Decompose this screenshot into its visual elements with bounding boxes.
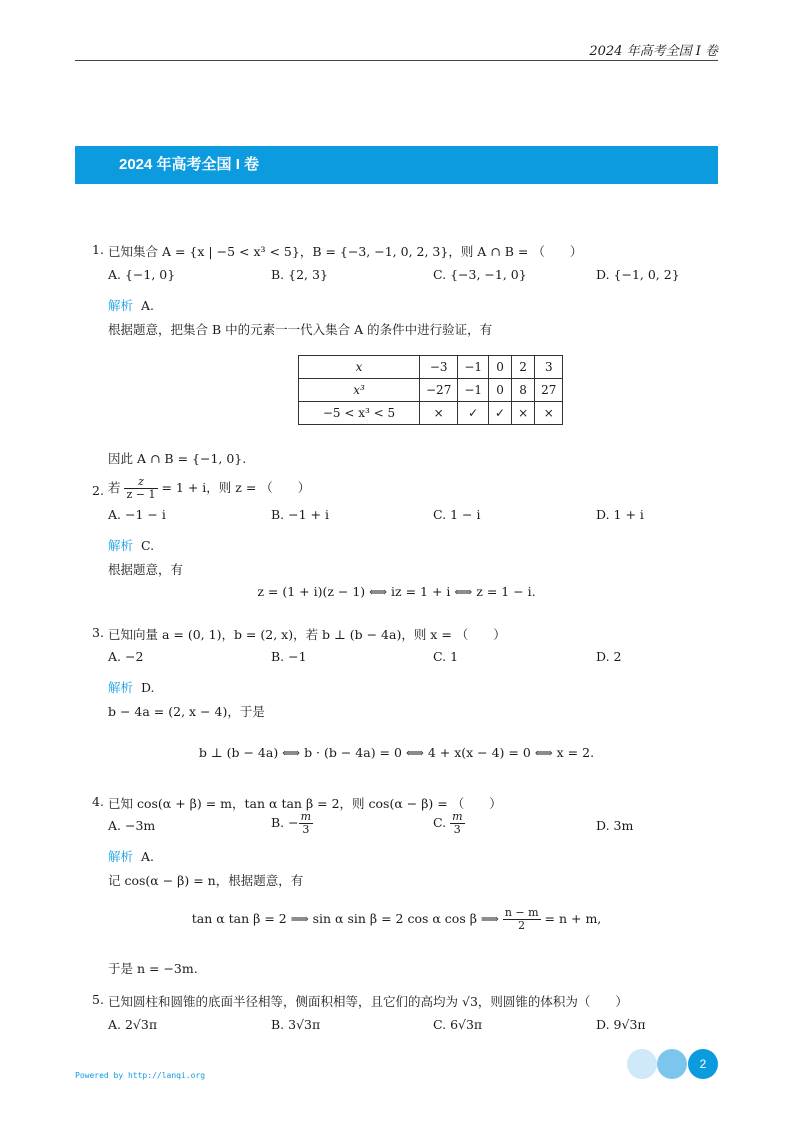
q3-answer: 解析 D.: [108, 680, 155, 695]
q1-option-a: A. {−1, 0}: [108, 267, 176, 282]
table-cell: ×: [512, 402, 535, 425]
q4-answer: 解析 A.: [108, 849, 154, 864]
q4-conclusion: 于是 n = −3m.: [108, 961, 198, 976]
q4-option-d: D. 3m: [596, 818, 634, 833]
q4-formula-fraction: $\frac{n - m}{2}$: [504, 906, 539, 932]
q3-option-b: B. −1: [271, 649, 307, 664]
table-row: [299, 379, 563, 402]
jiexi-label: 解析: [108, 680, 134, 695]
q1-stem: 已知集合 A = {x | −5 < x³ < 5}，B = {−3, −1, 0, 2, 3}，则 A ∩ B = （ ）: [108, 244, 583, 259]
q1-option-d: D. {−1, 0, 2}: [596, 267, 680, 282]
q2-fraction: $\frac{z}{z - 1}$: [126, 475, 156, 501]
q2-option-b: B. −1 + i: [271, 507, 329, 522]
table-cell: −3: [420, 356, 458, 379]
q4-b-fraction: $\frac{m}{3}$: [300, 810, 312, 836]
page-dot-mid: [657, 1049, 687, 1079]
q1-explain: 根据题意，把集合 B 中的元素一一代入集合 A 的条件中进行验证，有: [108, 322, 493, 337]
q5-stem: 已知圆柱和圆锥的底面半径相等，侧面积相等，且它们的高均为 √3，则圆锥的体积为（ ）: [108, 994, 628, 1009]
table-cell: 3: [535, 356, 563, 379]
table-cell: ×: [420, 402, 458, 425]
jiexi-label: 解析: [108, 849, 134, 864]
page-dot-light: [627, 1049, 657, 1079]
table-cell: −5 < x³ < 5: [299, 402, 420, 425]
q4-option-a: A. −3m: [108, 818, 156, 833]
q1-option-c: C. {−3, −1, 0}: [433, 267, 527, 282]
q5-option-d: D. 9√3π: [596, 1017, 646, 1032]
q5-number: 5.: [92, 992, 104, 1007]
q2-answer: 解析 C.: [108, 538, 155, 553]
q4-explain: 记 cos(α − β) = n，根据题意，有: [108, 873, 304, 888]
table-cell: 8: [512, 379, 535, 402]
q3-stem: 已知向量 a = (0, 1)，b = (2, x)，若 b ⊥ (b − 4a)，则 x = （ ）: [108, 627, 506, 642]
q1-table: [298, 355, 563, 425]
table-cell: −27: [420, 379, 458, 402]
q2-explain: 根据题意，有: [108, 562, 184, 577]
table-row: [299, 356, 563, 379]
q2-stem: 若 $\frac{z}{z - 1}$ = 1 + i，则 z = （ ）: [108, 475, 311, 501]
section-banner: 2024 年高考全国 I 卷: [75, 146, 718, 184]
q2-number: 2.: [92, 483, 104, 498]
q4-c-fraction: $\frac{m}{3}$: [452, 810, 463, 836]
q5-option-a: A. 2√3π: [108, 1017, 158, 1032]
q3-explain: b − 4a = (2, x − 4)，于是: [108, 704, 265, 719]
q2-option-a: A. −1 − i: [108, 507, 166, 522]
table-cell: x: [299, 356, 420, 379]
q2-formula: z = (1 + i)(z − 1) ⟺ iz = 1 + i ⟺ z = 1 − i.: [257, 584, 536, 599]
table-cell: −1: [458, 379, 489, 402]
table-cell: 27: [535, 379, 563, 402]
q1-number: 1.: [92, 242, 104, 257]
table-cell: ✓: [458, 402, 489, 425]
page-number: 2: [688, 1049, 718, 1079]
q3-number: 3.: [92, 625, 104, 640]
table-cell: x³: [299, 379, 420, 402]
table-row: [299, 402, 563, 425]
q2-option-d: D. 1 + i: [596, 507, 644, 522]
q4-option-c: C. $\frac{m}{3}$: [433, 810, 463, 836]
q1-answer: 解析 A.: [108, 298, 154, 313]
table-cell: ✓: [489, 402, 512, 425]
jiexi-label: 解析: [108, 298, 134, 313]
table-cell: ×: [535, 402, 563, 425]
q3-option-d: D. 2: [596, 649, 622, 664]
q3-formula: b ⊥ (b − 4a) ⟺ b · (b − 4a) = 0 ⟺ 4 + x(x − 4) = 0 ⟺ x = 2.: [198, 745, 595, 760]
q4-number: 4.: [92, 794, 104, 809]
table-cell: 0: [489, 356, 512, 379]
powered-by-link[interactable]: Powered by http://lanqi.org: [75, 1071, 206, 1080]
q4-stem: 已知 cos(α + β) = m，tan α tan β = 2，则 cos(α − β) = （ ）: [108, 796, 502, 811]
q1-conclusion: 因此 A ∩ B = {−1, 0}.: [108, 451, 247, 466]
q5-option-c: C. 6√3π: [433, 1017, 483, 1032]
jiexi-label: 解析: [108, 538, 134, 553]
q1-option-b: B. {2, 3}: [271, 267, 328, 282]
q3-option-c: C. 1: [433, 649, 459, 664]
q4-option-b: B. − $\frac{m}{3}$: [271, 810, 312, 836]
q3-option-a: A. −2: [108, 649, 144, 664]
table-cell: 2: [512, 356, 535, 379]
running-head: 2024 年高考全国 I 卷: [75, 40, 718, 61]
table-cell: −1: [458, 356, 489, 379]
q4-formula: tan α tan β = 2 ⟹ sin α sin β = 2 cos α cos β ⟹ $\frac{n - m}{2}$ = n + m,: [191, 906, 602, 932]
table-cell: 0: [489, 379, 512, 402]
q2-option-c: C. 1 − i: [433, 507, 481, 522]
q5-option-b: B. 3√3π: [271, 1017, 321, 1032]
